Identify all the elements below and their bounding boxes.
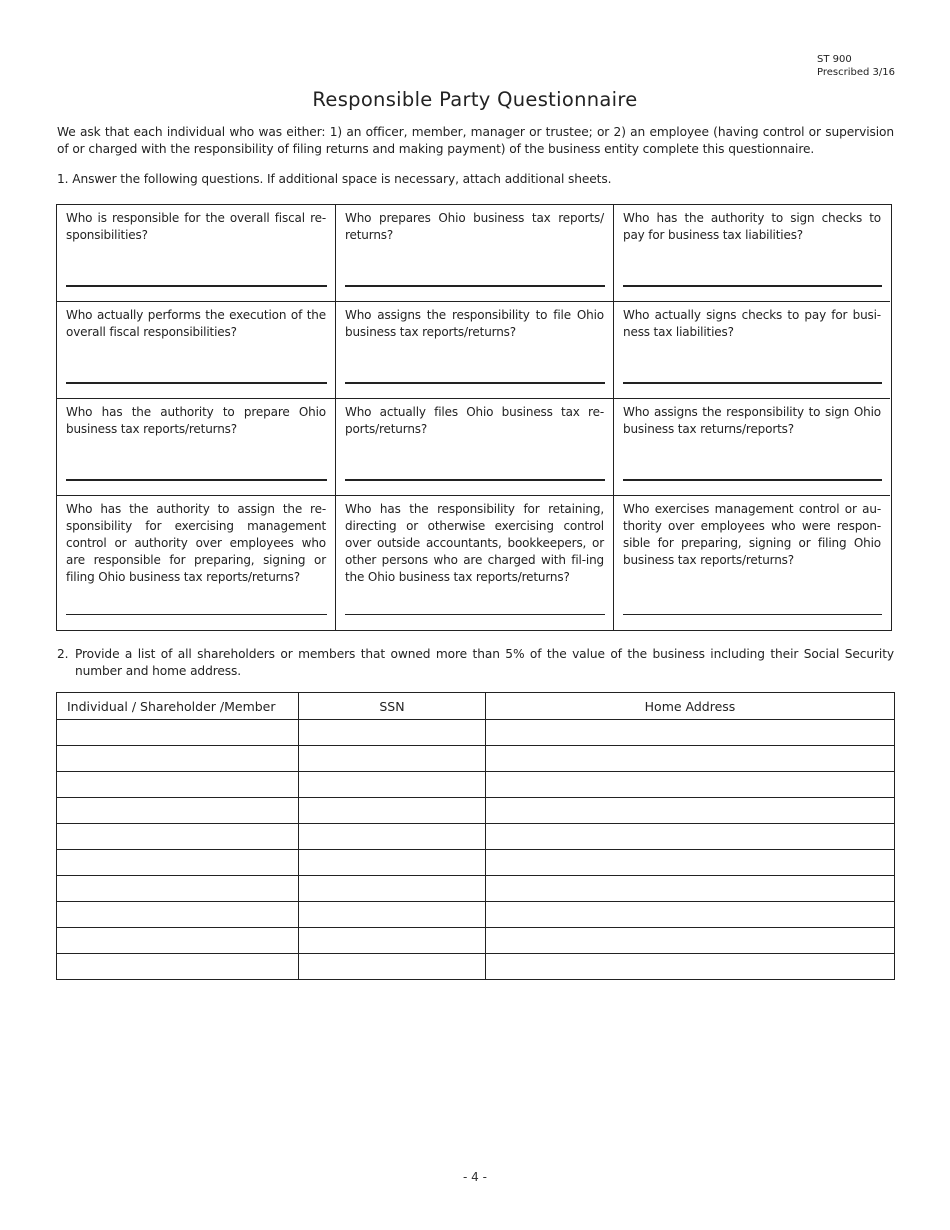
cell-individual[interactable] [57, 876, 299, 902]
question-row [57, 496, 891, 630]
question-cell [614, 205, 890, 302]
table-row [57, 850, 895, 876]
cell-ssn[interactable] [299, 772, 486, 798]
question-cell [336, 496, 614, 630]
intro-paragraph: We ask that each individual who was either: 1) an officer, member, manager or trustee; or 2) an employee (having control or supervision of or charged with the responsibility of filing returns and making payment) of the business entity complete this questionnaire. [57, 125, 894, 156]
question-cell [614, 302, 890, 399]
answer-field[interactable] [345, 285, 605, 287]
table-header-row [57, 693, 895, 720]
answer-field[interactable] [623, 479, 882, 481]
question-text: Who has the responsibility for retaining, directing or otherwise exercising control over outside accountants, bookkeepers, or other persons who are charged with fil-ing the Ohio business tax reports/returns? [345, 502, 604, 584]
cell-ssn[interactable] [299, 798, 486, 824]
cell-home-address[interactable] [486, 746, 895, 772]
form-identifier [817, 53, 895, 79]
question-text: Who actually performs the execution of the overall fiscal responsibilities? [66, 308, 326, 339]
question-text: Who prepares Ohio business tax reports/ returns? [345, 211, 604, 242]
answer-field[interactable] [66, 382, 327, 384]
table-row [57, 824, 895, 850]
cell-ssn[interactable] [299, 746, 486, 772]
page-title: Responsible Party Questionnaire [312, 88, 638, 111]
cell-home-address[interactable] [486, 876, 895, 902]
question-cell [336, 205, 614, 302]
prescribed-date: Prescribed 3/16 [817, 67, 895, 78]
column-header-home-address: Home Address [486, 693, 895, 720]
question-text: Who actually files Ohio business tax re-ports/returns? [345, 405, 604, 436]
question-cell [614, 496, 890, 630]
section2-text: Provide a list of all shareholders or members that owned more than 5% of the value of the business including their Social Security number and home address. [75, 647, 894, 678]
answer-field[interactable] [66, 479, 327, 481]
cell-individual[interactable] [57, 902, 299, 928]
table-row [57, 902, 895, 928]
answer-field[interactable] [345, 614, 605, 615]
cell-ssn[interactable] [299, 954, 486, 980]
questions-grid [56, 204, 892, 631]
cell-individual[interactable] [57, 928, 299, 954]
table-row [57, 720, 895, 746]
cell-individual[interactable] [57, 954, 299, 980]
cell-home-address[interactable] [486, 720, 895, 746]
cell-individual[interactable] [57, 798, 299, 824]
question-row [57, 205, 891, 302]
cell-individual[interactable] [57, 772, 299, 798]
question-text: Who has the authority to assign the re-sponsibility for exercising management control or authority over employees who are responsible for preparing, signing or filing Ohio business tax reports/returns? [66, 502, 326, 584]
cell-individual[interactable] [57, 746, 299, 772]
cell-ssn[interactable] [299, 850, 486, 876]
section2-number: 2. [57, 647, 69, 661]
cell-home-address[interactable] [486, 928, 895, 954]
question-row [57, 302, 891, 399]
cell-ssn[interactable] [299, 720, 486, 746]
answer-field[interactable] [345, 479, 605, 481]
question-cell [57, 205, 336, 302]
question-cell [57, 302, 336, 399]
table-row [57, 746, 895, 772]
cell-ssn[interactable] [299, 824, 486, 850]
question-text: Who exercises management control or au-thority over employees who were respon-sible for preparing, signing or filing Ohio business tax reports/returns? [623, 502, 881, 567]
question-cell [336, 302, 614, 399]
shareholders-table [56, 692, 895, 980]
answer-field[interactable] [623, 382, 882, 384]
answer-field[interactable] [623, 614, 882, 615]
section2-instruction [57, 646, 894, 680]
shareholders-table-body [57, 720, 895, 980]
cell-ssn[interactable] [299, 902, 486, 928]
cell-home-address[interactable] [486, 824, 895, 850]
question-text: Who actually signs checks to pay for busi-ness tax liabilities? [623, 308, 881, 339]
answer-field[interactable] [66, 285, 327, 287]
question-cell [57, 399, 336, 496]
table-row [57, 798, 895, 824]
cell-ssn[interactable] [299, 928, 486, 954]
question-cell [336, 399, 614, 496]
table-row [57, 954, 895, 980]
answer-field[interactable] [623, 285, 882, 287]
column-header-individual: Individual / Shareholder /Member [57, 693, 299, 720]
question-text: Who assigns the responsibility to sign Ohio business tax returns/reports? [623, 405, 881, 436]
cell-home-address[interactable] [486, 798, 895, 824]
answer-field[interactable] [345, 382, 605, 384]
question-text: Who assigns the responsibility to file Ohio business tax reports/returns? [345, 308, 604, 339]
question-cell [614, 399, 890, 496]
column-header-ssn: SSN [299, 693, 486, 720]
question-cell [57, 496, 336, 630]
table-row [57, 772, 895, 798]
section1-instruction: 1. Answer the following questions. If additional space is necessary, attach additional sheets. [57, 172, 612, 186]
question-text: Who has the authority to sign checks to pay for business tax liabilities? [623, 211, 881, 242]
question-row [57, 399, 891, 496]
question-text: Who is responsible for the overall fiscal re-sponsibilities? [66, 211, 326, 242]
cell-ssn[interactable] [299, 876, 486, 902]
answer-field[interactable] [66, 614, 327, 615]
cell-individual[interactable] [57, 824, 299, 850]
table-row [57, 876, 895, 902]
form-code: ST 900 [817, 54, 852, 65]
cell-home-address[interactable] [486, 902, 895, 928]
cell-individual[interactable] [57, 850, 299, 876]
table-row [57, 928, 895, 954]
cell-home-address[interactable] [486, 850, 895, 876]
question-text: Who has the authority to prepare Ohio business tax reports/returns? [66, 405, 326, 436]
cell-home-address[interactable] [486, 772, 895, 798]
cell-individual[interactable] [57, 720, 299, 746]
page-number: - 4 - [463, 1170, 487, 1184]
cell-home-address[interactable] [486, 954, 895, 980]
